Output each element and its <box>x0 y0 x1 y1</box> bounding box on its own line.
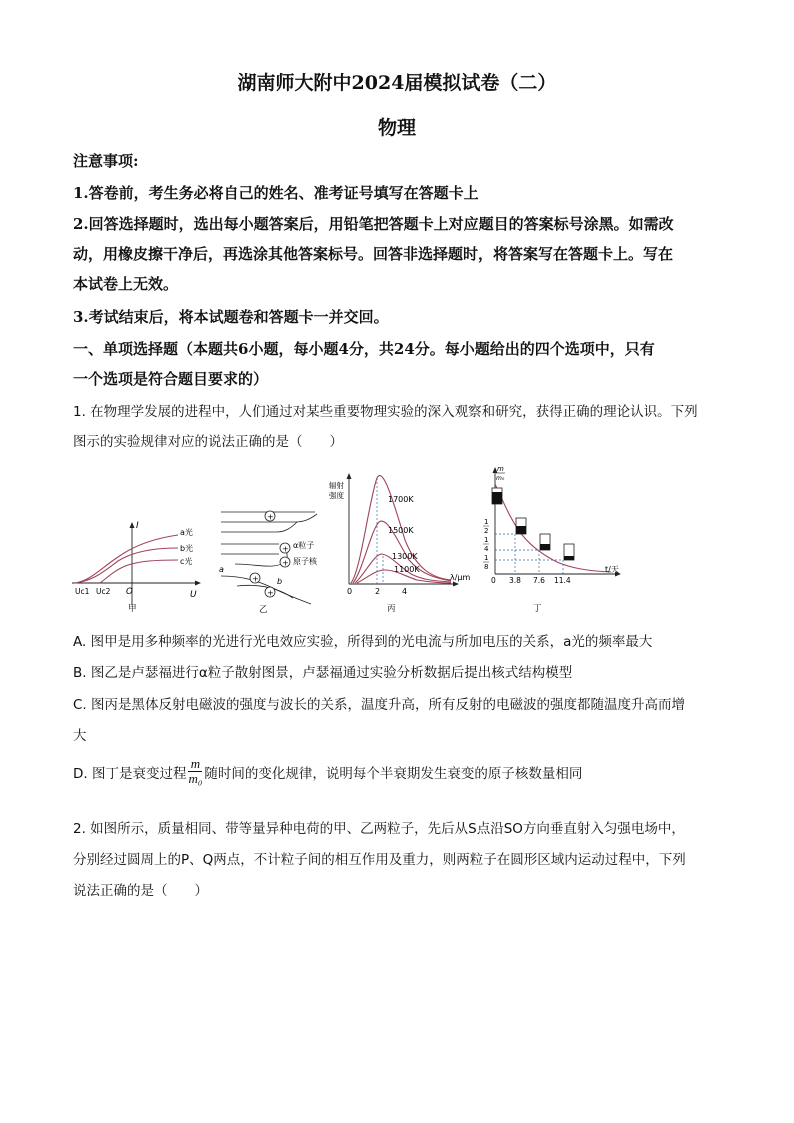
svg-text:+: + <box>267 512 274 522</box>
bing-tick-0: 0 <box>347 587 353 596</box>
q2-stem-line-2: 分别经过圆周上的P、Q两点，不计粒子间的相互作用及重力，则两粒子在圆形区域内运动过程中，下列 <box>73 852 686 868</box>
bing-t1500: 1500K <box>388 526 414 535</box>
q1-option-d <box>73 757 582 786</box>
svg-text:+: + <box>282 544 289 554</box>
ding-xtick-7-6: 7.6 <box>533 576 545 585</box>
exam-title: 湖南师大附中2024届模拟试卷（二） <box>237 72 557 94</box>
subject-title: 物理 <box>377 117 416 139</box>
ding-ytick-1b: 1 <box>484 536 489 544</box>
fraction-denominator: m₀ <box>188 771 203 786</box>
q1-stem-line-1: 1. 在物理学发展的进程中，人们通过对某些重要物理实验的深入观察和研究，获得正确的理论认识。下列 <box>73 404 698 420</box>
q1-option-d-prefix: D. 图丁是衰变过程 <box>73 765 187 782</box>
bing-t1300: 1300K <box>392 552 418 561</box>
q2-stem-line-1: 2. 如图所示，质量相同、带等量异种电荷的甲、乙两粒子，先后从S点沿SO方向垂直射入匀强电场中， <box>73 821 685 837</box>
q1-option-c-line-1: C. 图丙是黑体反射电磁波的强度与波长的关系，温度升高，所有反射的电磁波的强度都随温度升高而增 <box>73 697 686 713</box>
jia-uc2: Uc2 <box>96 587 111 596</box>
bing-ylabel-2: 强度 <box>329 491 344 500</box>
q1-option-d-suffix: 随时间的变化规律，说明每个半衰期发生衰变的原子核数量相同 <box>204 765 583 782</box>
figure-yi <box>215 500 325 615</box>
ding-ytick-1c: 1 <box>484 554 489 562</box>
ding-xtick-3-8: 3.8 <box>509 576 521 585</box>
figure-ding <box>475 462 635 615</box>
bing-caption: 丙 <box>387 604 396 614</box>
bing-t1700: 1700K <box>388 495 414 504</box>
yi-caption: 乙 <box>259 605 268 615</box>
bing-t1100: 1100K <box>394 565 420 574</box>
section-heading-line-2: 一个选项是符合题目要求的） <box>73 370 269 388</box>
ding-ytick-8: 8 <box>484 563 489 571</box>
svg-text:+: + <box>252 574 259 584</box>
bing-ylabel-1: 辐射 <box>329 481 344 490</box>
jia-caption: 甲 <box>128 604 137 614</box>
bing-tick-2: 2 <box>375 587 381 596</box>
jia-axis-u: U <box>190 590 197 600</box>
yi-nucleus-label: 原子核 <box>293 557 317 566</box>
svg-text:+: + <box>267 588 274 598</box>
q1-option-c-line-2: 大 <box>73 728 87 744</box>
q1-stem-line-2: 图示的实验规律对应的说法正确的是（ ） <box>73 434 343 450</box>
notes-item-2-line-2: 动，用橡皮擦干净后，再选涂其他答案标号。回答非选择题时，将答案写在答题卡上。写在 <box>73 245 674 263</box>
ding-xlabel: t/天 <box>605 565 619 574</box>
jia-curve-c: c光 <box>180 557 193 566</box>
svg-text:+: + <box>282 558 289 568</box>
notes-item-2-line-1: 2.回答选择题时，选出每小题答案后，用铅笔把答题卡上对应题目的答案标号涂黑。如需改 <box>73 215 674 233</box>
ding-ylabel-num: m <box>497 465 504 473</box>
ding-x0: 0 <box>491 576 496 585</box>
ding-caption: 丁 <box>533 604 542 614</box>
notes-item-3: 3.考试结束后，将本试题卷和答题卡一并交回。 <box>73 308 389 326</box>
ding-ytick-2: 2 <box>484 527 489 535</box>
yi-label-b: b <box>277 577 283 586</box>
ding-xtick-11-4: 11.4 <box>554 576 571 585</box>
bing-tick-4: 4 <box>402 587 408 596</box>
q2-stem-line-3: 说法正确的是（ ） <box>73 883 208 899</box>
ding-ylabel-den: m₀ <box>496 475 505 482</box>
notes-heading: 注意事项: <box>73 152 139 170</box>
figure-jia <box>70 515 205 615</box>
jia-uc1: Uc1 <box>75 587 90 596</box>
bing-xlabel: λ/μm <box>450 573 471 582</box>
jia-origin: O <box>126 587 133 597</box>
notes-item-2-line-3: 本试卷上无效。 <box>73 275 179 293</box>
section-heading-line-1: 一、单项选择题（本题共6小题，每小题4分，共24分。每小题给出的四个选项中，只有 <box>73 340 655 358</box>
fraction-numerator: m <box>188 757 202 772</box>
ding-ytick-1a: 1 <box>484 518 489 526</box>
jia-curve-b: b光 <box>180 544 194 553</box>
jia-curve-a: a光 <box>180 528 193 537</box>
figure-bing <box>325 470 475 615</box>
jia-axis-i: I <box>136 521 139 531</box>
q1-option-a: A. 图甲是用多种频率的光进行光电效应实验，所得到的光电流与所加电压的关系，a光的频率最大 <box>73 634 653 650</box>
q1-option-d-fraction <box>188 757 202 786</box>
yi-alpha-label: α粒子 <box>293 541 315 550</box>
yi-label-a: a <box>219 565 224 574</box>
q1-option-b: B. 图乙是卢瑟福进行α粒子散射图景，卢瑟福通过实验分析数据后提出核式结构模型 <box>73 665 573 681</box>
notes-item-1: 1.答卷前，考生务必将自己的姓名、准考证号填写在答题卡上 <box>73 184 479 202</box>
ding-ytick-4: 4 <box>484 545 489 553</box>
